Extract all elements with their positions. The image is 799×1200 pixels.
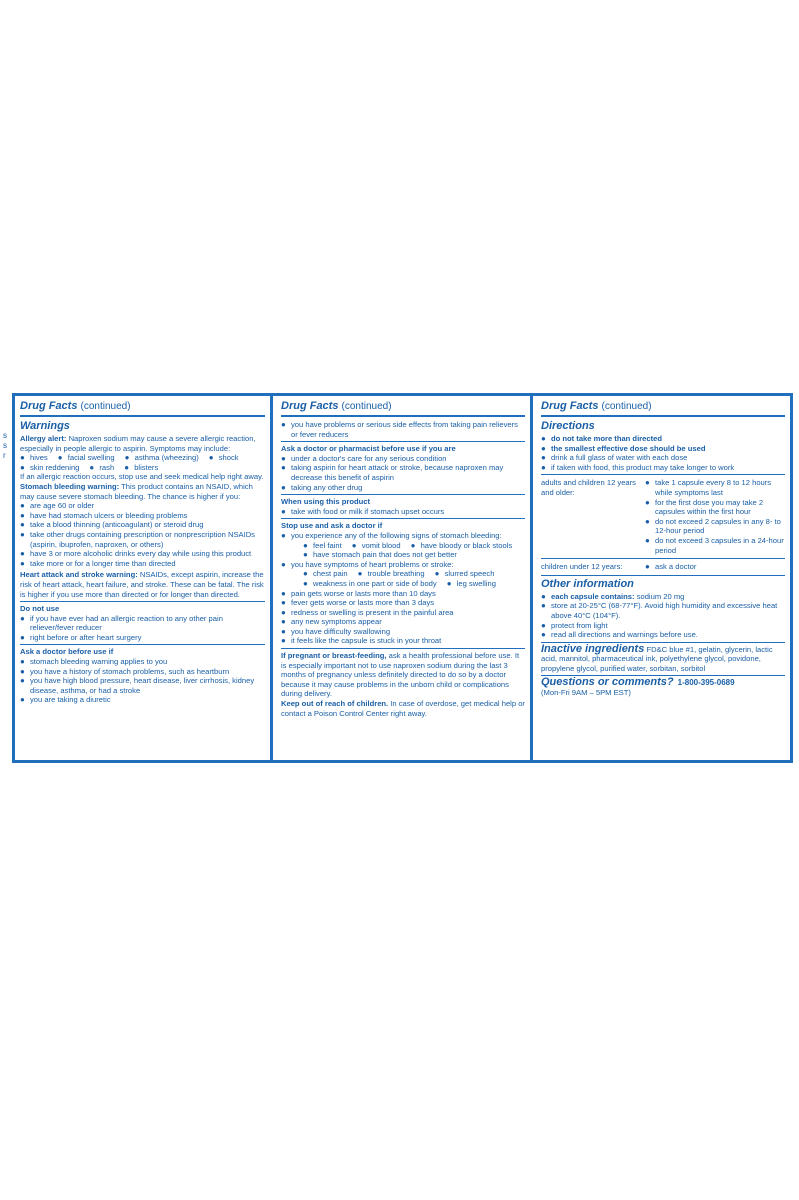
inactive-ingredients: Inactive ingredients FD&C blue #1, gelatin, glycerin, lactic acid, mannitol, pharmaceutical ink, polyethylene glycol, povidone, propylene glycol, purified water, sorbitan, sorbitol bbox=[541, 642, 773, 673]
list-item: ● taking aspirin for heart attack or stroke, because naproxen may decrease this benefit of aspirin bbox=[281, 463, 525, 482]
list-item: ● any new symptoms appear bbox=[281, 617, 525, 627]
sign: ● have bloody or black stools bbox=[411, 541, 513, 551]
symptom: ● rash bbox=[89, 463, 114, 473]
stomach-warning: Stomach bleeding warning: This product contains an NSAID, which may cause severe stomach bleeding. The chance is higher if you: bbox=[20, 481, 253, 501]
list-item: ● each capsule contains: sodium 20 mg bbox=[541, 592, 785, 602]
allergy-action: If an allergic reaction occurs, stop use and seek medical help right away. bbox=[20, 472, 264, 482]
panel-header: Drug Facts (continued) bbox=[541, 400, 785, 417]
list-item: ● you have a history of stomach problems, such as heartburn bbox=[20, 667, 265, 677]
list-item: ● you have problems or serious side effects from taking pain relievers or fever reducers bbox=[281, 420, 525, 439]
list-item: ● drink a full glass of water with each dose bbox=[541, 453, 785, 463]
list-item: ● do not exceed 3 capsules in a 24-hour period bbox=[645, 536, 785, 555]
do-not-use-list bbox=[20, 614, 265, 643]
allergy-alert: Allergy alert: Naproxen sodium may cause a severe allergic reaction, especially in people allergic to aspirin. Symptoms may include: bbox=[20, 434, 256, 453]
list-item: ● ask a doctor bbox=[645, 562, 785, 572]
ask-pharmacist-heading: Ask a doctor or pharmacist before use if you are bbox=[281, 444, 456, 454]
sign: ● have stomach pain that does not get better bbox=[303, 550, 457, 560]
list-item: ● if you have ever had an allergic reaction to any other pain reliever/fever reducer bbox=[20, 614, 265, 633]
symptom: ● facial swelling bbox=[58, 453, 115, 463]
list-item: ● take more or for a longer time than directed bbox=[20, 559, 265, 569]
pregnancy-warning: If pregnant or breast-feeding, ask a health professional before use. It is especially important not to use naproxen sodium during the last 3 months of pregnancy unless definitely directed to do so by a doctor because it may cause problems in the unborn child or complications during delivery. bbox=[281, 651, 520, 699]
sign: ● feel faint bbox=[303, 541, 342, 551]
ask-doctor-heading: Ask a doctor before use if bbox=[20, 647, 114, 657]
sign: ● slurred speech bbox=[435, 569, 495, 579]
previous-panel-edge bbox=[0, 393, 12, 763]
other-information-heading: Other information bbox=[541, 577, 634, 590]
list-item: ● the smallest effective dose should be used bbox=[541, 444, 785, 454]
list-item: ● you have symptoms of heart problems or stroke: ● chest pain ● trouble breathing ● slurred speech ● weakness in one part or side of body ● leg swelling bbox=[281, 560, 525, 589]
list-item: ● store at 20-25°C (68-77°F). Avoid high humidity and excessive heat above 40°C (104°F). bbox=[541, 601, 785, 620]
list-item: ● have had stomach ulcers or bleeding problems bbox=[20, 511, 265, 521]
sign: ● vomit blood bbox=[352, 541, 401, 551]
symptom: ● blisters bbox=[124, 463, 158, 473]
when-using-list bbox=[281, 507, 525, 517]
dosage-adults: adults and children 12 years and older: ● take 1 capsule every 8 to 12 hours while symptoms last ● for the first dose you may take 2 capsules within the first hour ● do not exceed 2 capsules in any 8- to 12-hour period ● do not exceed 3 capsules in a 24-hour period bbox=[541, 478, 785, 555]
warnings-heading: Warnings bbox=[20, 420, 70, 432]
panel-warnings bbox=[15, 396, 273, 760]
keep-out-of-reach: Keep out of reach of children. In case of overdose, get medical help or contact a Poison Control Center right away. bbox=[281, 699, 525, 718]
sign: ● weakness in one part or side of body bbox=[303, 579, 437, 589]
bleeding-signs bbox=[291, 541, 525, 560]
symptom-list bbox=[20, 453, 265, 472]
symptom: ● skin reddening bbox=[20, 463, 79, 473]
list-item: ● protect from light bbox=[541, 621, 785, 631]
list-item: ● right before or after heart surgery bbox=[20, 633, 265, 643]
list-item: ● you have high blood pressure, heart disease, liver cirrhosis, kidney disease, asthma, or had a stroke bbox=[20, 676, 265, 695]
questions: Questions or comments? 1-800-395-0689 bbox=[541, 676, 735, 689]
edge-fragment: r bbox=[3, 451, 6, 460]
edge-fragment: s bbox=[3, 431, 7, 440]
sign: ● chest pain bbox=[303, 569, 348, 579]
stop-use-list bbox=[281, 531, 525, 646]
list-item: ● under a doctor's care for any serious condition bbox=[281, 454, 525, 464]
symptom: ● shock bbox=[209, 453, 239, 463]
ask-pharmacist-list bbox=[281, 454, 525, 492]
other-information-list bbox=[541, 592, 785, 640]
list-item: ● take 1 capsule every 8 to 12 hours while symptoms last bbox=[645, 478, 785, 497]
edge-fragment: s bbox=[3, 441, 7, 450]
heart-signs bbox=[291, 569, 525, 588]
panel-warnings-continued bbox=[276, 396, 533, 760]
list-item: ● for the first dose you may take 2 capsules within the first hour bbox=[645, 498, 785, 517]
list-item: ● taking any other drug bbox=[281, 483, 525, 493]
list-item: ● pain gets worse or lasts more than 10 days bbox=[281, 589, 525, 599]
list-item: ● you have difficulty swallowing bbox=[281, 627, 525, 637]
list-item: ● take other drugs containing prescription or nonprescription NSAIDs (aspirin, ibuprofen, naproxen, or others) bbox=[20, 530, 265, 549]
stop-use-heading: Stop use and ask a doctor if bbox=[281, 521, 383, 531]
phone-number: 1-800-395-0689 bbox=[677, 678, 735, 688]
list-item: ● if taken with food, this product may take longer to work bbox=[541, 463, 785, 473]
list-item: ● have 3 or more alcoholic drinks every day while using this product bbox=[20, 549, 265, 559]
sign: ● leg swelling bbox=[447, 579, 496, 589]
list-item: ● fever gets worse or lasts more than 3 days bbox=[281, 598, 525, 608]
directions-list bbox=[541, 434, 785, 472]
list-item: ● redness or swelling is present in the painful area bbox=[281, 608, 525, 618]
list-item: ● are age 60 or older bbox=[20, 501, 265, 511]
questions-hours: (Mon-Fri 9AM – 5PM EST) bbox=[541, 688, 631, 698]
dosage-children: children under 12 years: ● ask a doctor bbox=[541, 562, 785, 572]
ask-doctor-continued-list bbox=[281, 420, 525, 439]
list-item: ● stomach bleeding warning applies to you bbox=[20, 657, 265, 667]
list-item: ● it feels like the capsule is stuck in your throat bbox=[281, 636, 525, 646]
symptom: ● hives bbox=[20, 453, 48, 463]
list-item: ● take a blood thinning (anticoagulant) or steroid drug bbox=[20, 520, 265, 530]
list-item: ● do not exceed 2 capsules in any 8- to 12-hour period bbox=[645, 517, 785, 536]
drug-facts-label bbox=[12, 393, 793, 763]
panel-header: Drug Facts (continued) bbox=[281, 400, 525, 417]
list-item: ● read all directions and warnings before use. bbox=[541, 630, 785, 640]
list-item: ● take with food or milk if stomach upset occurs bbox=[281, 507, 525, 517]
list-item: ● you are taking a diuretic bbox=[20, 695, 265, 705]
stomach-risk-list bbox=[20, 501, 265, 568]
heart-warning: Heart attack and stroke warning: NSAIDs, except aspirin, increase the risk of heart attack, heart failure, and stroke. These can be fatal. The risk is higher if you use more than directed or for longer than directed. bbox=[20, 570, 264, 599]
symptom: ● asthma (wheezing) bbox=[125, 453, 199, 463]
list-item: ● do not take more than directed bbox=[541, 434, 785, 444]
do-not-use-heading: Do not use bbox=[20, 604, 60, 614]
panel-directions bbox=[536, 396, 790, 760]
sign: ● trouble breathing bbox=[358, 569, 425, 579]
list-item: ● you experience any of the following signs of stomach bleeding: ● feel faint ● vomit blood ● have bloody or black stools ● have stomach pain that does not get better bbox=[281, 531, 525, 560]
ask-doctor-list bbox=[20, 657, 265, 705]
panel-header: Drug Facts (continued) bbox=[20, 400, 265, 417]
directions-heading: Directions bbox=[541, 420, 595, 432]
when-using-heading: When using this product bbox=[281, 497, 371, 507]
